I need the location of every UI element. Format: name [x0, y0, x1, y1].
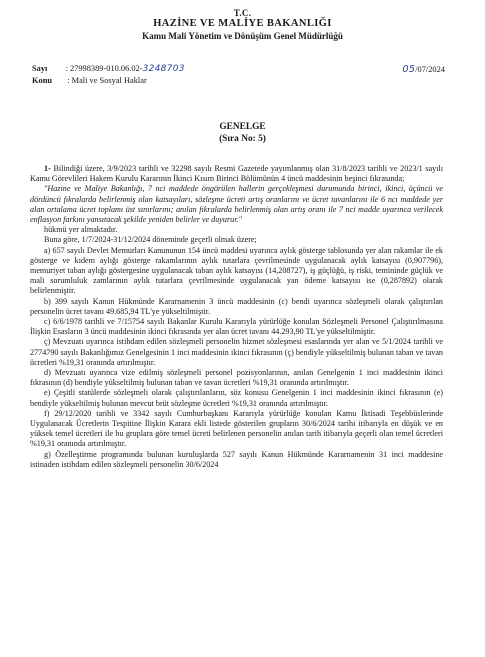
header-directorate: Kamu Mali Yönetim ve Dönüşüm Genel Müdürlüğü: [142, 31, 343, 41]
sayi-label: Sayı: [32, 64, 48, 73]
date-handwritten-day: 05: [402, 64, 416, 75]
sayi-value: : 27998389-010.06.02-: [65, 64, 143, 73]
document-date: [403, 64, 445, 75]
paragraph-text: Buna göre, 1/7/2024-31/12/2024 döneminde geçerli olmak üzere;: [44, 235, 257, 245]
item-e: e) Çeşitli statülerde sözleşmeli olarak çalıştırılanların, söz konusu Genelgenin 1 inci maddesinin ikinci fıkrasının (e) bendiyle yükseltilmiş bulunan mevcut brüt sözleşme ücretleri %19,31 oranında artırılmıştır.: [30, 388, 443, 408]
item-b: b) 399 sayılı Kanun Hükmünde Kararnamenin 3 üncü maddesinin (c) bendi uyarınca sözleşmeli olarak çalıştırılan personelin ücret tavanı 49.685,94 TL'ye yükseltilmiştir.: [30, 296, 443, 316]
header-country: T.C.: [233, 8, 252, 18]
document-subtitle: (Sıra No: 5): [219, 134, 266, 144]
date-month-year: /07/2024: [415, 65, 445, 74]
item-d: d) Mevzuatı uyarınca vize edilmiş sözleşmeli personel pozisyonlarının, anılan Genelgenin 1 inci maddesinin ikinci fıkrasının (d) bendiyle yükseltilmiş bulunan taban ve tavan ücretleri %19,31 oranında artırılmıştır.: [30, 368, 443, 388]
item-a: a) 657 sayılı Devlet Memurları Kanununun 154 üncü maddesi uyarınca aylık gösterge tablosunda yer alan rakamlar ile ek gösterge ve kıdem aylığı gösterge rakamlarının aylık tutarlara çevrilmesinde uygulanacak aylık katsayısı (0,907796), memuriyet taban aylığı göstergesine uygulanacak taban aylık katsayısı (14,208727), iş güçlüğü, iş riski, temininde güçlük ve mali sorumluluk zamlarının aylık tutarlara çevrilmesinde uygulanacak yan ödeme katsayısı ise (0,287892) olarak belirlenmiştir.: [30, 245, 443, 296]
header-ministry: HAZİNE VE MALİYE BAKANLIĞI: [153, 18, 332, 29]
konu-value: : Mali ve Sosyal Haklar: [67, 76, 147, 85]
item-c: c) 6/6/1978 tarihli ve 7/15754 sayılı Bakanlar Kurulu Kararıyla yürürlüğe konulan Sözleşmeli Personel Çalıştırılmasına İlişkin Esasların 3 üncü maddesinin ikinci fıkrasında yer alan ücret tavanı 44.293,90 TL'ye yükseltilmiştir.: [30, 317, 443, 337]
paragraph-text: hükmü yer almaktadır.: [44, 225, 118, 235]
document-body: [30, 164, 443, 470]
item-g: g) Özelleştirme programında bulunan kuruluşlarda 527 sayılı Kanun Hükmünde Kararnamenin 31 inci maddesine istinaden istihdam edilen sözleşmeli personelin 30/6/2024: [30, 449, 443, 469]
quoted-provision: "Hazine ve Maliye Bakanlığı, 7 nci maddede öngörülen hallerin gerçekleşmesi durumunda birinci, ikinci, üçüncü ve dördüncü fıkralarda belirlenmiş olan katsayıları, sözleşme ücreti artış oranlarını ve ücret tavanlarını ile 6 ncı maddede yer alan ortalama ücret toplamı üst sınırlarını; anılan fıkralarda belirlenmiş olan artış oranı ile 7 nci madde uyarınca verilecek enflasyon farkını yansıtacak şekilde yeniden belirler ve duyurur.": [30, 184, 443, 225]
paragraph-number: 1-: [44, 164, 51, 173]
document-title: GENELGE: [219, 122, 266, 132]
konu-line: [32, 76, 147, 85]
sayi-line: [32, 64, 185, 74]
item-f: f) 29/12/2020 tarihli ve 3342 sayılı Cumhurbaşkanı Kararıyla yürürlüğe konulan Kamu İktisadi Teşebbüslerinde Uygulanacak Ücretlerin Tespitine İlişkin Karara ekli listede gösterilen grupların 30/6/2024 tarihi itibarıyla en düşük ve en yüksek temel ücretleri ile bu gruplara göre temel ücreti belirlenen personelin anılan tarih itibarıyla geçerli olan temel ücretleri %19,31 oranında artırılmıştır.: [30, 408, 443, 449]
konu-label: Konu: [32, 76, 53, 85]
sayi-handwritten-number: 3248703: [142, 64, 185, 74]
item-cc: ç) Mevzuatı uyarınca istihdam edilen sözleşmeli personelin hizmet sözleşmesi esaslarında yer alan ve 5/1/2024 tarihli ve 2774790 sayılı Bakanlığımız Genelgesinin 1 inci maddesinin ikinci fıkrasının (ç) bendiyle yükseltilmiş bulunan taban ve tavan ücretleri %19,31 oranında artırılmıştır.: [30, 337, 443, 367]
paragraph-1: 1- Bilindiği üzere, 3/9/2023 tarihli ve 32298 sayılı Resmi Gazetede yayımlanmış olan 31/8/2023 tarihli ve 2023/1 sayılı Kamu Görevlileri Hakem Kurulu Kararının İkinci Kısım Birinci Bölümünün 4 üncü maddesinin beşinci fıkrasında;: [30, 164, 443, 184]
